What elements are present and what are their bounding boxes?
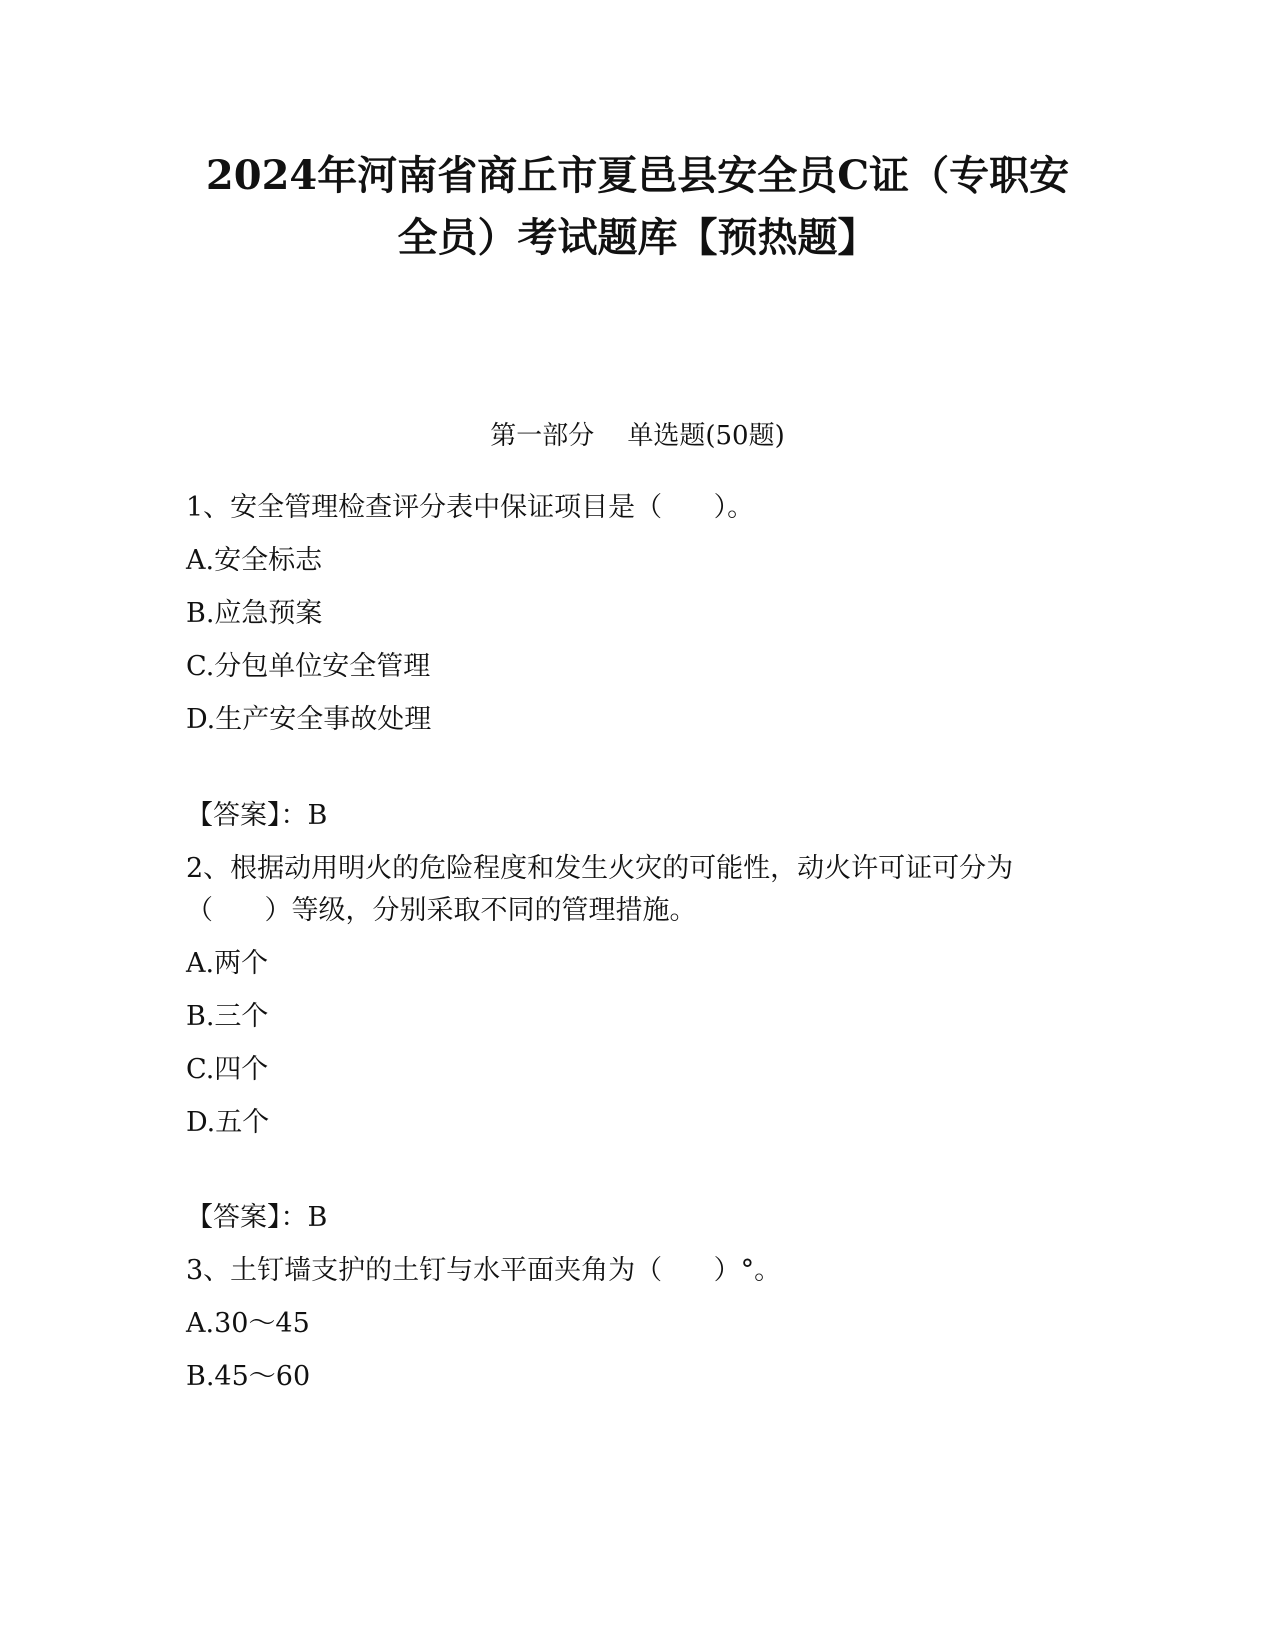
question-1-stem: 1、安全管理检查评分表中保证项目是（ ）。 bbox=[186, 492, 755, 523]
question-2-option-c: C.四个 bbox=[186, 1054, 269, 1085]
question-1-option-d: D.生产安全事故处理 bbox=[186, 704, 432, 735]
document-title-line-1: 2024年河南省商丘市夏邑县安全员C证（专职安 bbox=[205, 152, 1070, 199]
question-2-option-a: A.两个 bbox=[186, 948, 269, 979]
question-1-option-a: A.安全标志 bbox=[186, 545, 323, 576]
document-title-line-2: 全员）考试题库【预热题】 bbox=[397, 214, 878, 261]
question-2-option-b: B.三个 bbox=[186, 1001, 269, 1032]
question-3-option-a: A.30～45 bbox=[186, 1308, 310, 1339]
section-heading: 第一部分 单选题(50题) bbox=[490, 421, 785, 451]
question-3-stem: 3、土钉墙支护的土钉与水平面夹角为（ ）°。 bbox=[186, 1255, 782, 1286]
question-1-option-c: C.分包单位安全管理 bbox=[186, 651, 431, 682]
question-2-option-d: D.五个 bbox=[186, 1107, 270, 1138]
question-2-stem-line-2: （ ）等级，分别采取不同的管理措施。 bbox=[186, 895, 697, 926]
question-2-stem-line-1: 2、根据动用明火的危险程度和发生火灾的可能性，动火许可证可分为 bbox=[186, 853, 1014, 884]
question-1-answer: 【答案】：B bbox=[186, 800, 328, 831]
question-3-option-b: B.45～60 bbox=[186, 1361, 311, 1392]
question-1-option-b: B.应急预案 bbox=[186, 598, 323, 629]
question-2-answer: 【答案】：B bbox=[186, 1202, 328, 1233]
